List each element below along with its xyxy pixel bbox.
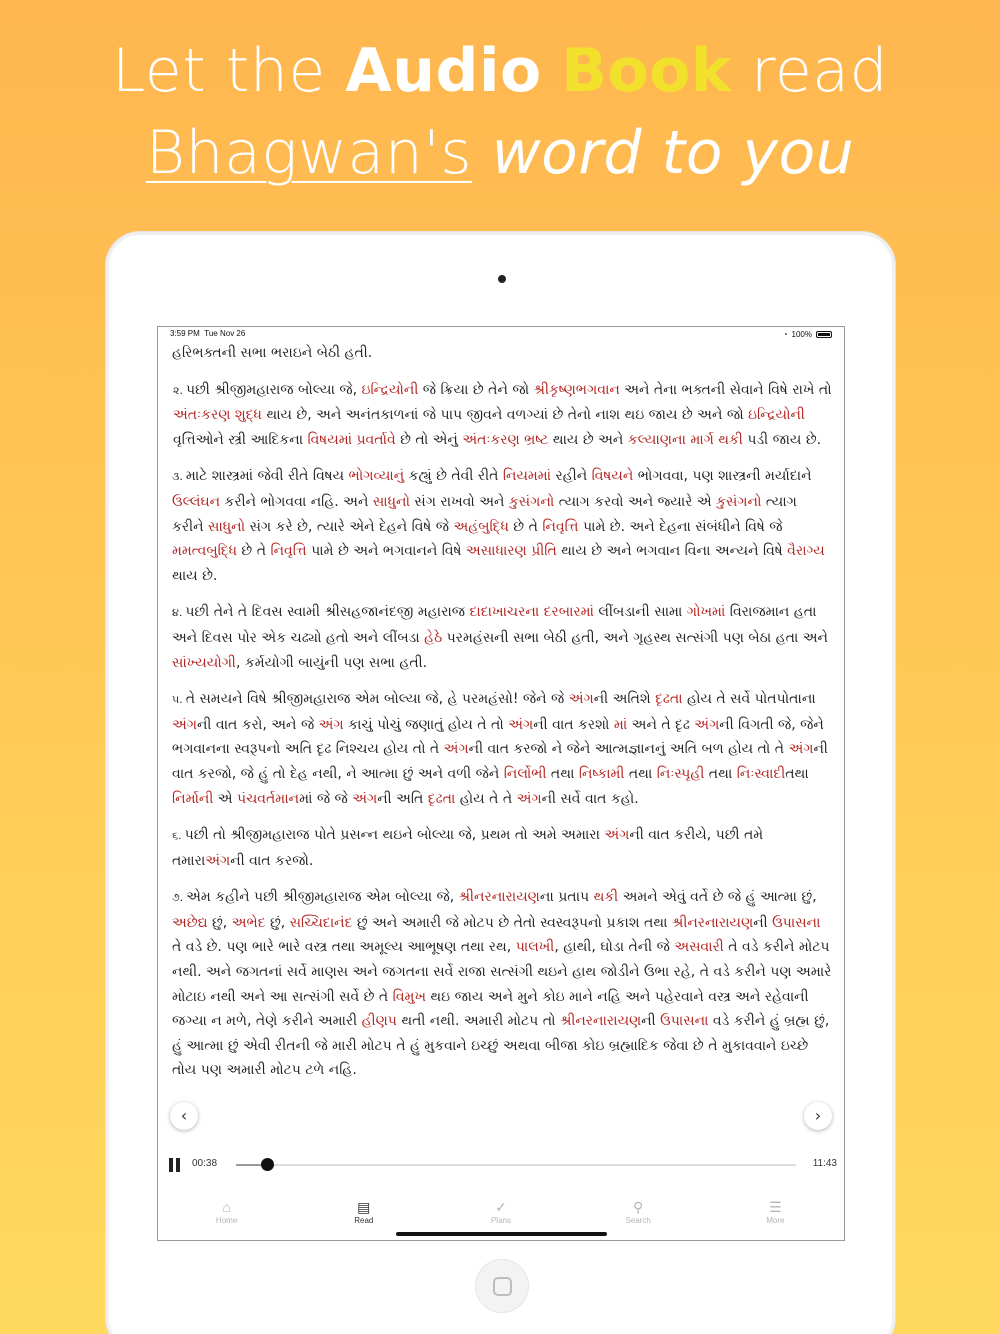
menu-icon: ☰ (769, 1199, 782, 1215)
reader-text[interactable] (172, 335, 832, 1143)
book-icon: ▤ (357, 1199, 371, 1215)
keyword[interactable]: સચ્ચિદાનંદ (289, 914, 353, 931)
headline-book: Book (561, 36, 732, 106)
keyword[interactable]: અછેદ્ય (172, 914, 208, 931)
keyword[interactable]: અભેદ (231, 914, 266, 931)
keyword[interactable]: દૃઢતા (655, 691, 683, 708)
keyword[interactable]: અંગ (205, 852, 231, 869)
keyword[interactable]: અંગ (172, 716, 197, 733)
keyword[interactable]: કુસંગનો (716, 493, 762, 510)
promo-headline (0, 30, 1000, 194)
keyword[interactable]: ઉપાસના (772, 914, 821, 931)
chevron-right-icon: › (814, 1106, 822, 1125)
paragraph-3: ૩. માટે શાસ્ત્રમાં જેવી રીતે વિષય ભોગવ્યાનું કહ્યું છે તેવી રીતે નિયમમાં રહીને વિષયને ભોગવવા, પણ શાસ્ત્રની મર્યાદાને ઉલ્લંઘન કરીને ભોગવવા નહિ. અને સાધુનો સંગ રાખવો અને કુસંગનો ત્યાગ કરવો અને જ્યારે એ કુસંગનો ત્યાગ કરીને સાધુનો સંગ કરે છે, ત્યારે એને દેહને વિષે જે અહંબુદ્ધિ છે તે નિવૃત્તિ પામે છે. અને દેહના સંબંધીને વિષે જે મમત્વબુદ્ધિ છે તે નિવૃત્તિ પામે છે અને ભગવાનને વિષે અસાધારણ પ્રીતિ થાય છે અને ભગવાન વિના અન્યને વિષે વૈરાગ્ય થાય છે. (172, 468, 825, 584)
keyword[interactable]: અંગ (508, 716, 534, 733)
paragraph-7: ૭. એમ કહીને પછી શ્રીજીમહારાજ એમ બોલ્યા જે, શ્રીનરનારાયણના પ્રતાપ થકી અમને એવું વર્તે છે જે હું આત્મા છું, અછેદ્ય છું, અભેદ છું, સચ્ચિદાનંદ છું અને અમારી જે મોટપ છે તેતો સ્વસ્વરૂપનો પ્રકાશ તથા શ્રીનરનારાયણની ઉપાસના તે વડે છે. પણ ભારે ભારે વસ્ત્ર તથા અમૂલ્ય આભૂષણ તથા રથ, પાલખી, હાથી, ઘોડા તેની જે અસવારી તે વડે કરીને મોટપ નથી. અને જગતનાં સર્વે માણસ અને જગતના સર્વે રાજા સત્સંગી થઇને હાથ જોડીને ઉભા રહે, તે વડે કરીને પણ અમારે મોટાઇ નથી અને આ સત્સંગી સર્વે છે તે વિમુખ થઇ જાય અને મુને કોઇ માને નહિ અને પહેરવાને વસ્ત્ર અને રહેવાની જગ્યા ન મળે, તેણે કરીને અમારી હીણપ થતી નથી. અમારી મોટપ તો શ્રીનરનારાયણની ઉપાસના વડે કરીને હું બ્રહ્મ છું, હું આત્મા છું એવી રીતની જે મારી મોટપ તે હું મુકવાને ઇચ્છું અથવા બીજા કોઇ બ્રહ્માદિક જેવા છે તે મુકાવવાને ઇચ્છે તોય પણ અમારી મોટપ ટળે નહિ. (172, 889, 832, 1079)
keyword[interactable]: નિર્માની (172, 790, 214, 807)
keyword[interactable]: ભોગવ્યાનું (348, 468, 405, 485)
home-square-icon (493, 1277, 512, 1296)
keyword[interactable]: શ્રીકૃષ્ણભગવાન (533, 381, 620, 398)
keyword[interactable]: દૃઢતા (427, 790, 456, 807)
keyword[interactable]: વૈરાગ્ય (787, 543, 825, 560)
previous-page-button[interactable] (170, 1102, 198, 1130)
tab-home[interactable]: ⌂ Home (177, 1189, 277, 1241)
keyword[interactable]: હેઠે (424, 629, 443, 646)
headline-line-2 (0, 112, 1000, 194)
check-icon: ✓ (495, 1199, 507, 1215)
keyword[interactable]: ઇન્દ્રિયોની (748, 407, 805, 424)
search-icon: ⚲ (633, 1199, 644, 1215)
home-icon: ⌂ (222, 1199, 231, 1215)
audio-player (158, 1152, 844, 1176)
headline-line-1: Let the Audio Book read (111, 36, 889, 106)
keyword[interactable]: વિમુખ (392, 988, 426, 1005)
keyword[interactable]: શ્રીનરનારાયણ (559, 1013, 642, 1030)
progress-knob[interactable] (261, 1158, 274, 1171)
keyword[interactable]: કુસંગનો (508, 493, 555, 510)
keyword[interactable]: પાલખી (515, 939, 555, 956)
keyword[interactable]: અહંબુદ્ધિ (453, 518, 509, 535)
keyword[interactable]: શ્રીનરનારાયણ (671, 914, 754, 931)
keyword[interactable]: ઉપાસના (660, 1013, 709, 1030)
keyword[interactable]: વિષયને (591, 468, 634, 485)
progress-track[interactable] (236, 1164, 796, 1166)
keyword[interactable]: મમત્વબુદ્ધિ (172, 543, 237, 560)
tab-read[interactable]: ▤ Read (314, 1189, 414, 1241)
paragraph-fragment: હરિભક્તની સભા ભરાઇને બેઠી હતી. (172, 345, 373, 361)
keyword[interactable]: નિઃસ્પૃહી (656, 765, 705, 782)
keyword[interactable]: હીણપ (361, 1013, 397, 1030)
keyword[interactable]: અસવારી (674, 939, 724, 956)
keyword[interactable]: અંગ (352, 790, 378, 807)
keyword[interactable]: નિર્લોભી (503, 765, 547, 782)
paragraph-6: ૬. પછી તો શ્રીજીમહારાજ પોતે પ્રસન્ન થઇને બોલ્યા જે, પ્રથમ તો અમે અમારા અંગની વાત કરીયે, પછી તમે તમારાઅંગની વાત કરજો. (172, 827, 764, 869)
home-indicator (396, 1232, 607, 1236)
keyword[interactable]: ઇન્દ્રિયોની (361, 381, 419, 398)
elapsed-time: 00:38 (192, 1158, 218, 1169)
paragraph-5: ૫. તે સમયને વિષે શ્રીજીમહારાજ એમ બોલ્યા જે, હે પરમહંસો! જેને જે અંગની અતિશે દૃઢતા હોય તે સર્વે પોતપોતાના અંગની વાત કરો, અને જે અંગ કાચું પોચું જણાતું હોય તે તો અંગની વાત કરશો માં અને તે દૃઢ અંગની વિગતી જે, જેને ભગવાનના સ્વરૂપનો અતિ દૃઢ નિશ્ચય હોય તો તે અંગની વાત કરજો ને જેને આત્મજ્ઞાનનું અતિ બળ હોય તો તે અંગની વાત કરજો, જે હું તો દેહ નથી, ને આત્મા છું અને વળી જેને નિર્લોભી તથા નિષ્કામી તથા નિઃસ્પૃહી તથા નિઃસ્વાદીતથા નિર્માની એ પંચવર્તમાનમાં જે જે અંગની અતિ દૃઢતા હોય તે તે અંગની સર્વે વાત કહો. (172, 691, 828, 807)
pause-icon[interactable] (168, 1158, 181, 1172)
keyword[interactable]: કલ્યાણના માર્ગ થકી (627, 431, 743, 448)
keyword[interactable]: દાદાખાચરના દરબારમાં (469, 604, 594, 621)
tab-search[interactable]: ⚲ Search (588, 1189, 688, 1241)
next-page-button[interactable] (804, 1102, 832, 1130)
keyword[interactable]: સાંખ્યયોગી (172, 654, 236, 671)
keyword[interactable]: વિષયમાં પ્રવર્તાવે (307, 431, 396, 448)
paragraph-4: ૪. પછી તેને તે દિવસ સ્વામી શ્રીસહજાનંદજી મહારાજ દાદાખાચરના દરબારમાં લીંબડાની સામા ગોખમાં વિરાજમાન હતા અને દિવસ પોર એક ચઢ્યો હતો અને લીંબડા હેઠે પરમહંસની સભા બેઠી હતી, અને ગૃહસ્થ સત્સંગી પણ બેઠા હતા અને સાંખ્યયોગી, કર્મયોગી બાયુંની પણ સભા હતી. (172, 604, 828, 671)
app-screen (157, 326, 845, 1241)
keyword[interactable]: નિવૃત્તિ (542, 518, 579, 535)
paragraph-2: ૨. પછી શ્રીજીમહારાજ બોલ્યા જે, ઇન્દ્રિયોની જે ક્રિયા છે તેને જો શ્રીકૃષ્ણભગવાન અને તેના ભક્તની સેવાને વિષે રાખે તો અંતઃકરણ શુદ્ધ થાય છે, અને અનંતકાળનાં જે પાપ જીવને વળગ્યાં છે તેનો નાશ થઇ જાય છે અને જો ઇન્દ્રિયોની વૃત્તિઓને સ્ત્રી આદિકના વિષયમાં પ્રવર્તાવે છે તો એનું અંતઃકરણ ભ્રષ્ટ થાય છે અને કલ્યાણના માર્ગ થકી પડી જાય છે. (172, 378, 832, 453)
wifi-icon: ◔ (782, 329, 788, 339)
headline-audio: Audio (345, 36, 542, 106)
tab-more[interactable]: ☰ More (725, 1189, 825, 1241)
keyword[interactable]: નિયમમાં (502, 468, 552, 485)
keyword[interactable]: અંગ (788, 741, 814, 758)
keyword[interactable]: ઉલ્લંઘન (172, 493, 221, 510)
keyword[interactable]: માં (613, 716, 628, 733)
headline-word-to-you: word to you (491, 118, 855, 188)
keyword[interactable]: અંગ (694, 716, 720, 733)
keyword[interactable]: અંગ (443, 741, 469, 758)
keyword[interactable]: અંતઃકરણ ભ્રષ્ટ (462, 431, 549, 448)
keyword[interactable]: ગોખમાં (686, 604, 726, 621)
keyword[interactable]: થકી (593, 889, 619, 906)
keyword[interactable]: અંતઃકરણ શુદ્ધ (173, 407, 262, 424)
keyword[interactable]: શ્રીનરનારાયણ (458, 889, 540, 906)
keyword[interactable]: નિષ્કામી (578, 765, 625, 782)
keyword[interactable]: નિઃસ્વાદી (736, 765, 786, 782)
keyword[interactable]: અંગ (516, 790, 542, 807)
tab-plans[interactable]: ✓ Plans (451, 1189, 551, 1241)
chevron-left-icon: ‹ (180, 1106, 188, 1125)
keyword[interactable]: અંગ (568, 691, 594, 708)
status-time-date: 3:59 PM Tue Nov 26 (170, 329, 246, 338)
keyword[interactable]: નિવૃત્તિ (270, 543, 307, 560)
keyword[interactable]: અંગ (604, 827, 630, 844)
camera-dot (498, 275, 506, 283)
keyword[interactable]: પંચવર્તમાન (237, 790, 300, 807)
tablet-home-button[interactable] (475, 1259, 529, 1313)
keyword[interactable]: અસાધારણ પ્રીતિ (465, 543, 557, 560)
battery-percent: 100% (791, 329, 812, 339)
keyword[interactable]: અંગ (318, 716, 344, 733)
total-time: 11:43 (812, 1158, 837, 1169)
headline-bhagwan: Bhagwan's (145, 118, 472, 188)
keyword[interactable]: સાધુનો (372, 493, 410, 510)
keyword[interactable]: સાધુનો (208, 518, 246, 535)
